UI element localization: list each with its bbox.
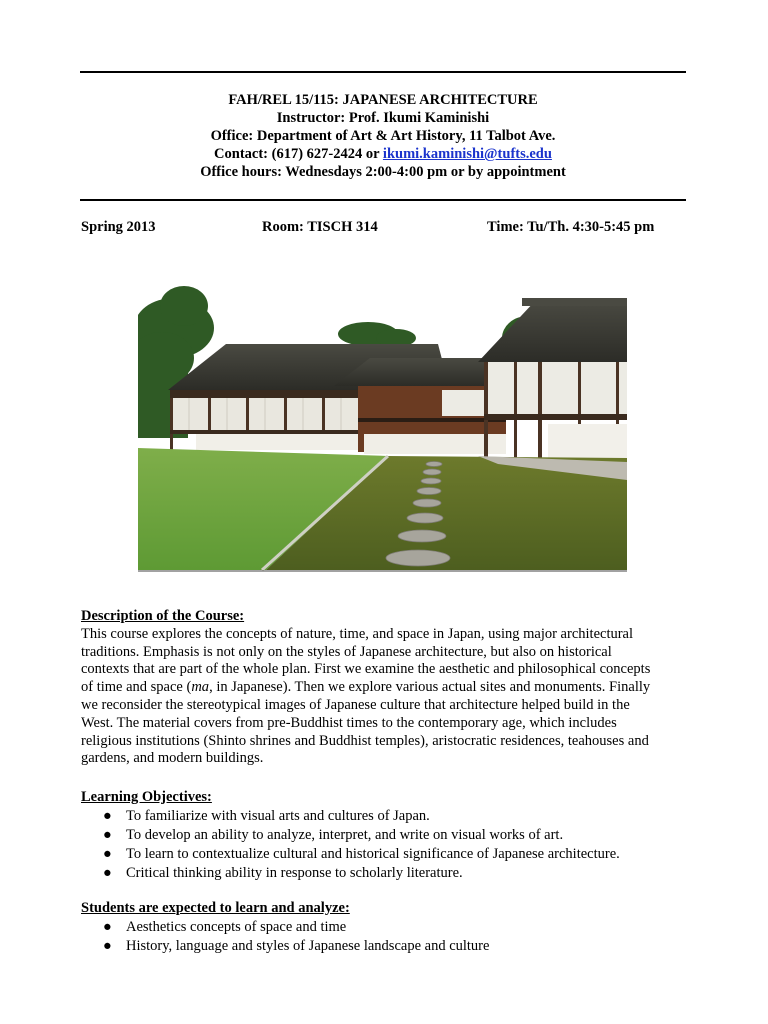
bullet-icon: ●	[103, 865, 112, 882]
list-item: ● Aesthetics concepts of space and time	[81, 918, 686, 937]
description-line-part: , in Japanese). Then we explore various actual sites and monuments. Finally	[209, 679, 651, 696]
expected-heading: Students are expected to learn and analyze:	[81, 900, 350, 916]
description-line: traditions. Emphasis is not only on the styles of Japanese architecture, but also on historical	[81, 643, 612, 660]
list-item: ● To familiarize with visual arts and cultures of Japan.	[81, 807, 686, 826]
list-item: ● To develop an ability to analyze, interpret, and write on visual works of art.	[81, 826, 686, 845]
description-line: contexts that are part of the whole plan. First we examine the aesthetic and philosophical concepts	[81, 661, 651, 678]
bullet-icon: ●	[103, 938, 112, 954]
header-bottom-rule	[80, 199, 686, 201]
bullet-icon: ●	[103, 918, 112, 935]
contact-line	[80, 145, 686, 163]
course-title: FAH/REL 15/115: JAPANESE ARCHITECTURE	[228, 92, 538, 108]
email-link[interactable]: ikumi.kaminishi@tufts.edu	[382, 146, 552, 162]
term-label: Spring 2013	[81, 219, 156, 235]
description-heading: Description of the Course:	[81, 608, 245, 624]
villa-photo	[138, 258, 627, 573]
objectives-heading: Learning Objectives:	[81, 789, 212, 805]
contact-phone: Contact: (617) 627-2424 or	[214, 146, 383, 162]
top-rule	[80, 71, 686, 73]
description-line: This course explores the concepts of nature, time, and space in Japan, using major architectural	[81, 625, 634, 642]
bullet-icon: ●	[103, 827, 112, 843]
course-description	[81, 608, 686, 768]
list-item: ● Critical thinking ability in response to scholarly literature.	[81, 864, 686, 883]
list-item: ● To learn to contextualize cultural and historical significance of Japanese architecture.	[81, 845, 686, 864]
expected-list	[81, 918, 686, 956]
room-label: Room: TISCH 314	[262, 219, 378, 235]
description-line	[81, 679, 650, 695]
description-line: we reconsider the stereotypical images of Japanese culture that architecture helped build in the	[81, 696, 630, 713]
description-line: religious institutions (Shinto shrines and Buddhist temples), aristocratic residences, teahouses and	[81, 732, 649, 749]
description-body	[81, 626, 686, 768]
expected-learning	[81, 900, 686, 956]
description-line: West. The material covers from pre-Buddhist times to the contemporary age, which includes	[81, 714, 617, 731]
time-label: Time: Tu/Th. 4:30-5:45 pm	[487, 219, 655, 235]
office-hours-line: Office hours: Wednesdays 2:00-4:00 pm or by appointment	[200, 164, 566, 180]
description-line-part: of time and space (	[81, 679, 192, 696]
list-item: ● History, language and styles of Japanese landscape and culture	[81, 937, 686, 956]
instructor-line: Instructor: Prof. Ikumi Kaminishi	[276, 110, 490, 126]
objectives-list	[81, 807, 686, 884]
ma-term: ma	[191, 679, 210, 696]
learning-objectives	[81, 789, 686, 884]
course-header	[80, 91, 686, 181]
bullet-icon: ●	[103, 846, 112, 863]
description-line: gardens, and modern buildings.	[81, 750, 264, 767]
office-line: Office: Department of Art & Art History, 11 Talbot Ave.	[210, 128, 556, 144]
bullet-icon: ●	[103, 807, 112, 824]
